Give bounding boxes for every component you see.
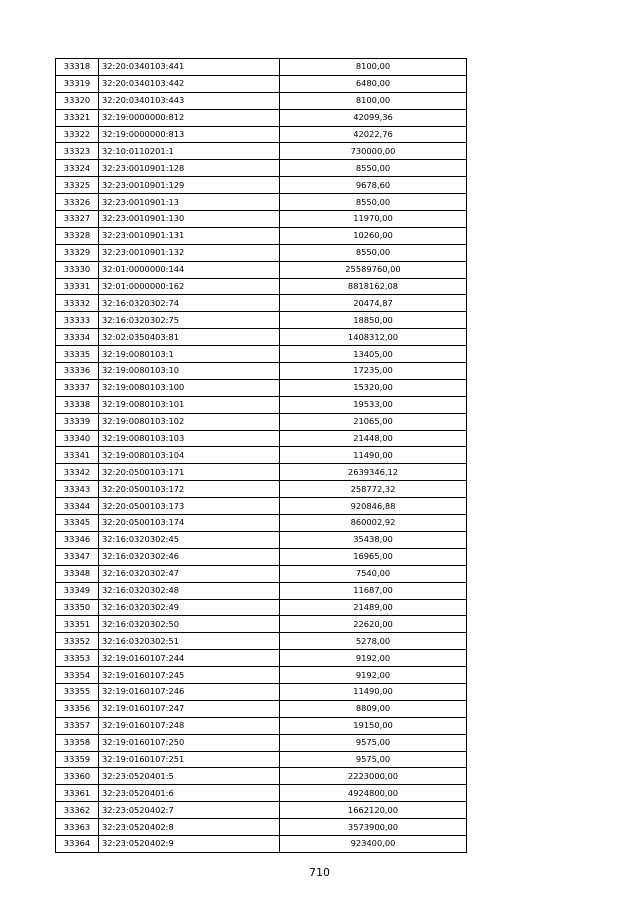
cadastral-number-cell: 32:19:0000000:812 <box>99 109 280 126</box>
row-number-cell: 33339 <box>56 413 99 430</box>
table-row <box>56 126 467 143</box>
row-number-cell: 33350 <box>56 599 99 616</box>
table-row <box>56 143 467 160</box>
cadastral-number-cell: 32:23:0010901:13 <box>99 194 280 211</box>
cadastral-number-cell: 32:19:0000000:813 <box>99 126 280 143</box>
value-cell: 920846,88 <box>280 498 467 515</box>
cadastral-number-cell: 32:19:0160107:250 <box>99 734 280 751</box>
row-number-cell: 33337 <box>56 379 99 396</box>
row-number-cell: 33323 <box>56 143 99 160</box>
cadastral-number-cell: 32:20:0500103:174 <box>99 515 280 532</box>
row-number-cell: 33355 <box>56 683 99 700</box>
table-row <box>56 75 467 92</box>
value-cell: 8550,00 <box>280 194 467 211</box>
value-cell: 16965,00 <box>280 548 467 565</box>
table-row <box>56 92 467 109</box>
cadastral-number-cell: 32:23:0010901:129 <box>99 177 280 194</box>
table-row <box>56 667 467 684</box>
table-row <box>56 59 467 76</box>
row-number-cell: 33338 <box>56 396 99 413</box>
table-row <box>56 734 467 751</box>
value-cell: 1408312,00 <box>280 329 467 346</box>
cadastral-number-cell: 32:19:0160107:244 <box>99 650 280 667</box>
cadastral-number-cell: 32:23:0520402:9 <box>99 835 280 852</box>
value-cell: 11490,00 <box>280 447 467 464</box>
cadastral-number-cell: 32:20:0340103:443 <box>99 92 280 109</box>
table-row <box>56 295 467 312</box>
value-cell: 20474,87 <box>280 295 467 312</box>
row-number-cell: 33336 <box>56 363 99 380</box>
table-row <box>56 700 467 717</box>
cadastral-number-cell: 32:19:0080103:103 <box>99 430 280 447</box>
table-row <box>56 683 467 700</box>
row-number-cell: 33356 <box>56 700 99 717</box>
value-cell: 25589760,00 <box>280 261 467 278</box>
table-row <box>56 835 467 852</box>
table-row <box>56 498 467 515</box>
cadastral-number-cell: 32:19:0080103:1 <box>99 346 280 363</box>
value-cell: 8818162,08 <box>280 278 467 295</box>
value-cell: 11490,00 <box>280 683 467 700</box>
value-cell: 258772,32 <box>280 481 467 498</box>
value-cell: 6480,00 <box>280 75 467 92</box>
value-cell: 21065,00 <box>280 413 467 430</box>
row-number-cell: 33346 <box>56 531 99 548</box>
cadastral-number-cell: 32:19:0080103:10 <box>99 363 280 380</box>
row-number-cell: 33345 <box>56 515 99 532</box>
table-row <box>56 177 467 194</box>
value-cell: 7540,00 <box>280 565 467 582</box>
value-cell: 9575,00 <box>280 734 467 751</box>
value-cell: 22620,00 <box>280 616 467 633</box>
cadastral-number-cell: 32:23:0520402:8 <box>99 819 280 836</box>
cadastral-number-cell: 32:16:0320302:74 <box>99 295 280 312</box>
table-row <box>56 819 467 836</box>
table-row <box>56 227 467 244</box>
table-row <box>56 531 467 548</box>
value-cell: 42099,36 <box>280 109 467 126</box>
value-cell: 4924800,00 <box>280 785 467 802</box>
table-row <box>56 194 467 211</box>
row-number-cell: 33358 <box>56 734 99 751</box>
value-cell: 13405,00 <box>280 346 467 363</box>
table-row <box>56 329 467 346</box>
row-number-cell: 33361 <box>56 785 99 802</box>
table-row <box>56 717 467 734</box>
row-number-cell: 33335 <box>56 346 99 363</box>
cadastral-number-cell: 32:23:0520401:5 <box>99 768 280 785</box>
table-row <box>56 244 467 261</box>
table-row <box>56 768 467 785</box>
value-cell: 2223000,00 <box>280 768 467 785</box>
table-row <box>56 565 467 582</box>
value-cell: 8100,00 <box>280 92 467 109</box>
row-number-cell: 33360 <box>56 768 99 785</box>
value-cell: 1662120,00 <box>280 802 467 819</box>
table-row <box>56 278 467 295</box>
row-number-cell: 33319 <box>56 75 99 92</box>
value-cell: 2639346,12 <box>280 464 467 481</box>
row-number-cell: 33318 <box>56 59 99 76</box>
cadastral-number-cell: 32:01:0000000:144 <box>99 261 280 278</box>
table-body <box>56 59 467 853</box>
cadastral-number-cell: 32:19:0080103:101 <box>99 396 280 413</box>
cadastral-number-cell: 32:23:0010901:130 <box>99 211 280 228</box>
cadastral-number-cell: 32:20:0340103:441 <box>99 59 280 76</box>
value-cell: 19533,00 <box>280 396 467 413</box>
cadastral-number-cell: 32:16:0320302:49 <box>99 599 280 616</box>
table-row <box>56 363 467 380</box>
table-row <box>56 396 467 413</box>
row-number-cell: 33333 <box>56 312 99 329</box>
table-row <box>56 160 467 177</box>
row-number-cell: 33352 <box>56 633 99 650</box>
cadastral-number-cell: 32:20:0500103:172 <box>99 481 280 498</box>
table-row <box>56 430 467 447</box>
row-number-cell: 33332 <box>56 295 99 312</box>
table-row <box>56 599 467 616</box>
table-row <box>56 447 467 464</box>
row-number-cell: 33340 <box>56 430 99 447</box>
row-number-cell: 33349 <box>56 582 99 599</box>
cadastral-number-cell: 32:23:0010901:131 <box>99 227 280 244</box>
table-row <box>56 633 467 650</box>
value-cell: 923400,00 <box>280 835 467 852</box>
value-cell: 8100,00 <box>280 59 467 76</box>
value-cell: 9575,00 <box>280 751 467 768</box>
row-number-cell: 33325 <box>56 177 99 194</box>
cadastral-number-cell: 32:02:0350403:81 <box>99 329 280 346</box>
value-cell: 35438,00 <box>280 531 467 548</box>
value-cell: 9678,60 <box>280 177 467 194</box>
row-number-cell: 33326 <box>56 194 99 211</box>
row-number-cell: 33321 <box>56 109 99 126</box>
table-row <box>56 464 467 481</box>
cadastral-number-cell: 32:23:0010901:128 <box>99 160 280 177</box>
row-number-cell: 33330 <box>56 261 99 278</box>
cadastral-number-cell: 32:19:0080103:104 <box>99 447 280 464</box>
value-cell: 5278,00 <box>280 633 467 650</box>
row-number-cell: 33327 <box>56 211 99 228</box>
cadastral-number-cell: 32:16:0320302:46 <box>99 548 280 565</box>
cadastral-number-cell: 32:16:0320302:51 <box>99 633 280 650</box>
value-cell: 18850,00 <box>280 312 467 329</box>
value-cell: 9192,00 <box>280 650 467 667</box>
value-cell: 8550,00 <box>280 160 467 177</box>
cadastral-value-table <box>55 58 467 853</box>
value-cell: 19150,00 <box>280 717 467 734</box>
row-number-cell: 33342 <box>56 464 99 481</box>
row-number-cell: 33364 <box>56 835 99 852</box>
cadastral-number-cell: 32:19:0160107:246 <box>99 683 280 700</box>
table-row <box>56 582 467 599</box>
cadastral-number-cell: 32:23:0010901:132 <box>99 244 280 261</box>
row-number-cell: 33353 <box>56 650 99 667</box>
value-cell: 730000,00 <box>280 143 467 160</box>
value-cell: 15320,00 <box>280 379 467 396</box>
cadastral-number-cell: 32:01:0000000:162 <box>99 278 280 295</box>
table-row <box>56 261 467 278</box>
row-number-cell: 33348 <box>56 565 99 582</box>
table-row <box>56 346 467 363</box>
cadastral-number-cell: 32:19:0080103:102 <box>99 413 280 430</box>
row-number-cell: 33331 <box>56 278 99 295</box>
value-cell: 3573900,00 <box>280 819 467 836</box>
table-row <box>56 616 467 633</box>
table-row <box>56 481 467 498</box>
value-cell: 10260,00 <box>280 227 467 244</box>
row-number-cell: 33328 <box>56 227 99 244</box>
row-number-cell: 33329 <box>56 244 99 261</box>
value-cell: 11687,00 <box>280 582 467 599</box>
row-number-cell: 33362 <box>56 802 99 819</box>
row-number-cell: 33363 <box>56 819 99 836</box>
value-cell: 860002,92 <box>280 515 467 532</box>
value-cell: 8550,00 <box>280 244 467 261</box>
cadastral-number-cell: 32:20:0340103:442 <box>99 75 280 92</box>
cadastral-number-cell: 32:19:0160107:247 <box>99 700 280 717</box>
row-number-cell: 33344 <box>56 498 99 515</box>
table-row <box>56 548 467 565</box>
cadastral-number-cell: 32:23:0520402:7 <box>99 802 280 819</box>
row-number-cell: 33341 <box>56 447 99 464</box>
cadastral-number-cell: 32:20:0500103:173 <box>99 498 280 515</box>
table-row <box>56 211 467 228</box>
table-row <box>56 413 467 430</box>
row-number-cell: 33324 <box>56 160 99 177</box>
value-cell: 42022,76 <box>280 126 467 143</box>
row-number-cell: 33354 <box>56 667 99 684</box>
row-number-cell: 33334 <box>56 329 99 346</box>
page-number: 710 <box>309 866 330 879</box>
cadastral-number-cell: 32:16:0320302:48 <box>99 582 280 599</box>
row-number-cell: 33322 <box>56 126 99 143</box>
table-row <box>56 515 467 532</box>
cadastral-number-cell: 32:20:0500103:171 <box>99 464 280 481</box>
table-row <box>56 109 467 126</box>
row-number-cell: 33357 <box>56 717 99 734</box>
row-number-cell: 33359 <box>56 751 99 768</box>
cadastral-number-cell: 32:10:0110201:1 <box>99 143 280 160</box>
table-row <box>56 785 467 802</box>
value-cell: 21489,00 <box>280 599 467 616</box>
cadastral-number-cell: 32:23:0520401:6 <box>99 785 280 802</box>
value-cell: 8809,00 <box>280 700 467 717</box>
row-number-cell: 33347 <box>56 548 99 565</box>
cadastral-number-cell: 32:16:0320302:75 <box>99 312 280 329</box>
table-row <box>56 751 467 768</box>
row-number-cell: 33343 <box>56 481 99 498</box>
cadastral-number-cell: 32:19:0160107:251 <box>99 751 280 768</box>
value-cell: 9192,00 <box>280 667 467 684</box>
row-number-cell: 33351 <box>56 616 99 633</box>
value-cell: 11970,00 <box>280 211 467 228</box>
table-row <box>56 650 467 667</box>
table-row <box>56 312 467 329</box>
table-row <box>56 379 467 396</box>
cadastral-number-cell: 32:19:0160107:245 <box>99 667 280 684</box>
value-cell: 17235,00 <box>280 363 467 380</box>
row-number-cell: 33320 <box>56 92 99 109</box>
cadastral-number-cell: 32:16:0320302:45 <box>99 531 280 548</box>
cadastral-number-cell: 32:19:0160107:248 <box>99 717 280 734</box>
value-cell: 21448,00 <box>280 430 467 447</box>
table-row <box>56 802 467 819</box>
cadastral-number-cell: 32:16:0320302:50 <box>99 616 280 633</box>
cadastral-number-cell: 32:16:0320302:47 <box>99 565 280 582</box>
cadastral-number-cell: 32:19:0080103:100 <box>99 379 280 396</box>
